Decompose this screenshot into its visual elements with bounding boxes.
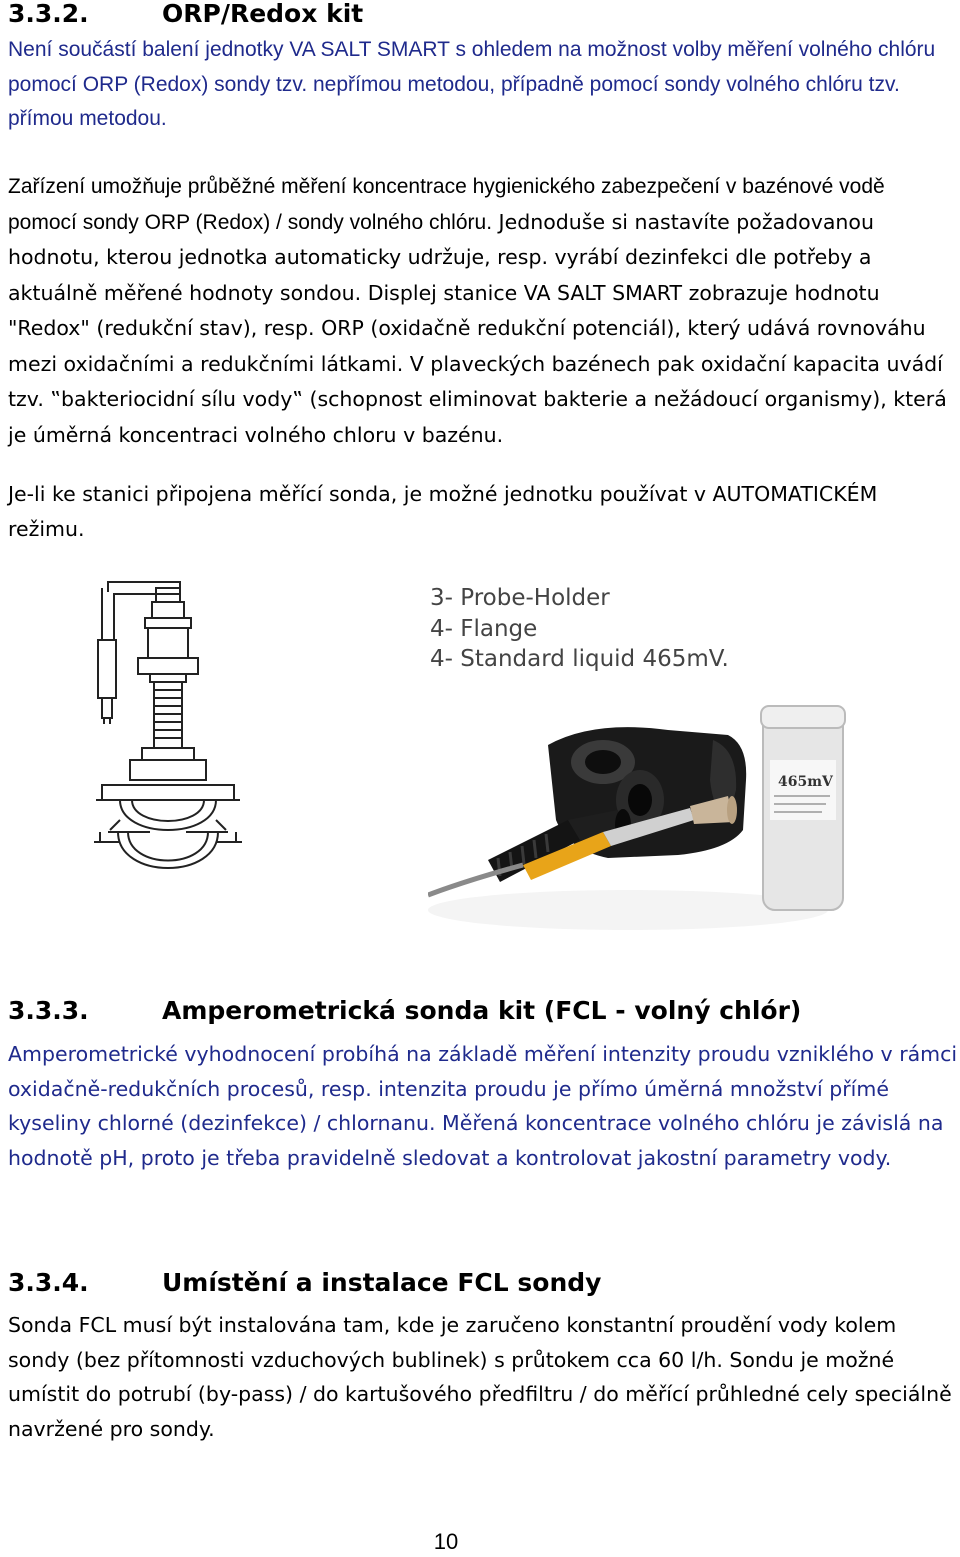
orp-body-verdana-part: Jednoduše si nastavíte požadovanou hodnotu, kterou jednotka automaticky udržuje, resp. vyrábí dezinfekci dle potřeby a aktuálně měřené hodnoty sondou. Displej stanice VA SALT SMART zobrazuje hodnotu "Redox" (redukční stav), resp. ORP (oxidačně redukční potenciál), který udává rovnováhu mezi oxidačními a redukčními látkami. V plaveckých bazénech pak oxidační kapacita uvádí tzv. ‟bakteriocidní sílu vody‟ (schopnost eliminovat bakterie a nežádoucí organismy), která je úměrná koncentraci volného chloru v bazénu. <box>8 209 947 447</box>
heading-title: Amperometrická sonda kit (FCL - volný chlór) <box>162 996 802 1025</box>
heading-title: Umístění a instalace FCL sondy <box>162 1268 602 1297</box>
orp-kit-photo <box>428 700 848 950</box>
installation-paragraph: Sonda FCL musí být instalována tam, kde je zaručeno konstantní proudění vody kolem sondy (bez přítomnosti vzduchových bublinek) s průtokem cca 60 l/h. Sondu je možné umístit do potrubí (by-pass) / do kartušového předfiltru / do měřící průhledné cely speciálně navržené pro sondy. <box>8 1313 952 1441</box>
probe-holder-drawing <box>90 580 280 950</box>
orp-intro-paragraph: Není součástí balení jednotky VA SALT SMART s ohledem na možnost volby měření volného chlóru pomocí ORP (Redox) sondy tzv. nepřímou metodou, případně pomocí sondy volného chlóru tzv. přímou metodou. <box>8 38 936 130</box>
heading-3-3-3 <box>8 996 801 1026</box>
heading-number: 3.3.4. <box>8 1268 89 1297</box>
legend-item-flange: 4- Flange <box>430 615 538 642</box>
figure-legend <box>430 583 729 675</box>
heading-number: 3.3.2. <box>8 0 89 28</box>
legend-item-standard-liquid: 4- Standard liquid 465mV. <box>430 646 729 672</box>
heading-3-3-4 <box>8 1268 601 1298</box>
amperometric-paragraph: Amperometrické vyhodnocení probíhá na základě měření intenzity proudu vzniklého v rámci oxidačně-redukčních procesů, resp. intenzita proudu je přímo úměrná množství přímé kyseliny chlorné (dezinfekce) / chlornanu. Měřená koncentrace volného chlóru je závislá na hodnotě pH, proto je třeba pravidelně sledovat a kontrolovat jakostní parametry vody. <box>8 1042 958 1170</box>
heading-3-3-2 <box>8 0 363 29</box>
orp-body-arial-part: Zařízení umožňuje průběžné měření koncentrace hygienického zabezpečení v bazénové vodě pomocí sondy ORP (Redox) / sondy volného chlóru. <box>8 175 885 234</box>
page-number: 10 <box>433 1529 459 1554</box>
heading-title: ORP/Redox kit <box>162 0 364 28</box>
probe-cable-line <box>108 582 180 640</box>
legend-item-probe-holder: 3- Probe-Holder <box>430 585 610 611</box>
orp-body-paragraph <box>8 170 956 453</box>
standard-liquid-bottle <box>761 706 845 910</box>
auto-mode-paragraph: Je-li ke stanici připojena měřící sonda, je možné jednotku používat v AUTOMATICKÉM režimu. <box>8 482 878 541</box>
bottle-label: 465mV <box>778 774 833 790</box>
heading-number: 3.3.3. <box>8 996 89 1025</box>
